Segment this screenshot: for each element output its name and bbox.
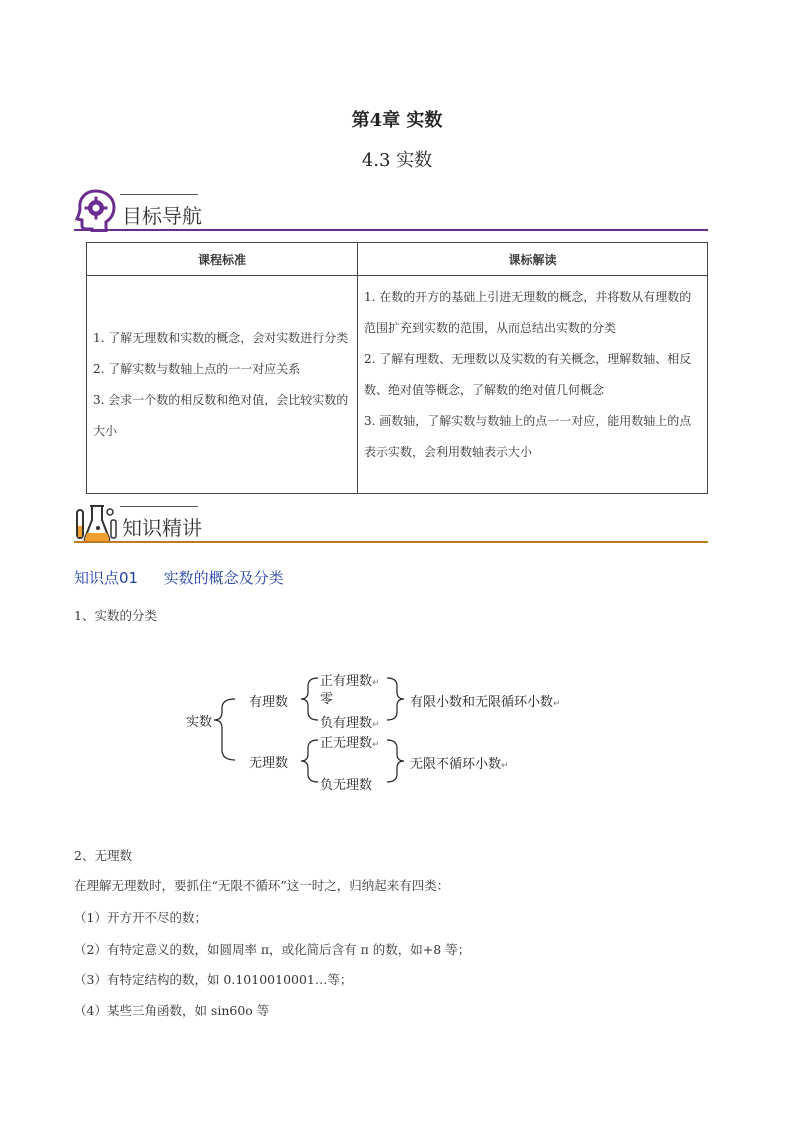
node-negative-irrational: 负无理数 (320, 778, 373, 793)
note-irrational: 无限不循环小数↵ (410, 757, 509, 772)
list-item: （2）有特定意义的数，如圆周率 π，或化简后含有 π 的数，如+8 等； (74, 942, 471, 957)
note-rational: 有限小数和无限循环小数↵ (410, 695, 561, 710)
list-item: 3. 画数轴，了解实数与数轴上的点一一对应，能用数轴上的点表示实数，会利用数轴表示大小 (364, 414, 692, 459)
section-divider (74, 229, 708, 231)
section-heading-goal: 目标导航 (122, 204, 202, 228)
lab-flask-icon (74, 500, 118, 544)
subheading-classification: 1、实数的分类 (74, 608, 157, 623)
header-accent-line (120, 194, 198, 195)
brain-gear-icon (74, 188, 118, 232)
knowledge-point-title (74, 567, 284, 588)
node-positive-rational: 正有理数↵ (320, 674, 380, 689)
node-irrational: 无理数 (249, 756, 289, 771)
list-item: 1. 在数的开方的基础上引进无理数的概念，并将数从有理数的范围扩充到实数的范围，从而总结出实数的分类 (364, 290, 692, 335)
list-item: 2. 了解有理数、无理数以及实数的有关概念，理解数轴、相反数、绝对值等概念，了解数的绝对值几何概念 (364, 352, 692, 397)
header-accent-line (120, 506, 198, 507)
table-cell-interpretation (358, 276, 708, 494)
section-title: 4.3 实数 (361, 150, 433, 171)
node-rational: 有理数 (249, 695, 289, 710)
knowledge-point-heading: 实数的概念及分类 (163, 569, 284, 587)
section-heading-knowledge: 知识精讲 (122, 516, 202, 540)
node-zero: 零 (320, 692, 334, 707)
knowledge-point-number: 知识点01 (74, 569, 139, 587)
list-item: 2. 了解实数与数轴上点的一一对应关系 (93, 361, 301, 376)
table-header-interpretation: 课标解读 (358, 243, 708, 276)
table-header-standard: 课程标准 (87, 243, 358, 276)
list-item: （3）有特定结构的数，如 0.1010010001…等； (74, 972, 353, 987)
list-item: 3. 会求一个数的相反数和绝对值，会比较实数的大小 (93, 392, 349, 438)
intro-paragraph: 在理解无理数时，要抓住“无限不循环”这一时之，归纳起来有四类： (74, 878, 450, 893)
table-cell-standards (87, 276, 358, 494)
list-item: （4）某些三角函数，如 sin60o 等 (74, 1003, 270, 1018)
subheading-irrational: 2、无理数 (74, 848, 132, 863)
classification-diagram (180, 662, 600, 792)
list-item: 1. 了解无理数和实数的概念，会对实数进行分类 (93, 330, 349, 345)
chapter-title: 第4章 实数 (351, 110, 443, 131)
node-real-numbers: 实数 (186, 715, 213, 730)
section-divider (74, 541, 708, 543)
curriculum-table (86, 242, 708, 494)
list-item: （1）开方开不尽的数； (74, 910, 207, 925)
node-negative-rational: 负有理数↵ (320, 716, 380, 731)
node-positive-irrational: 正无理数↵ (320, 736, 380, 751)
